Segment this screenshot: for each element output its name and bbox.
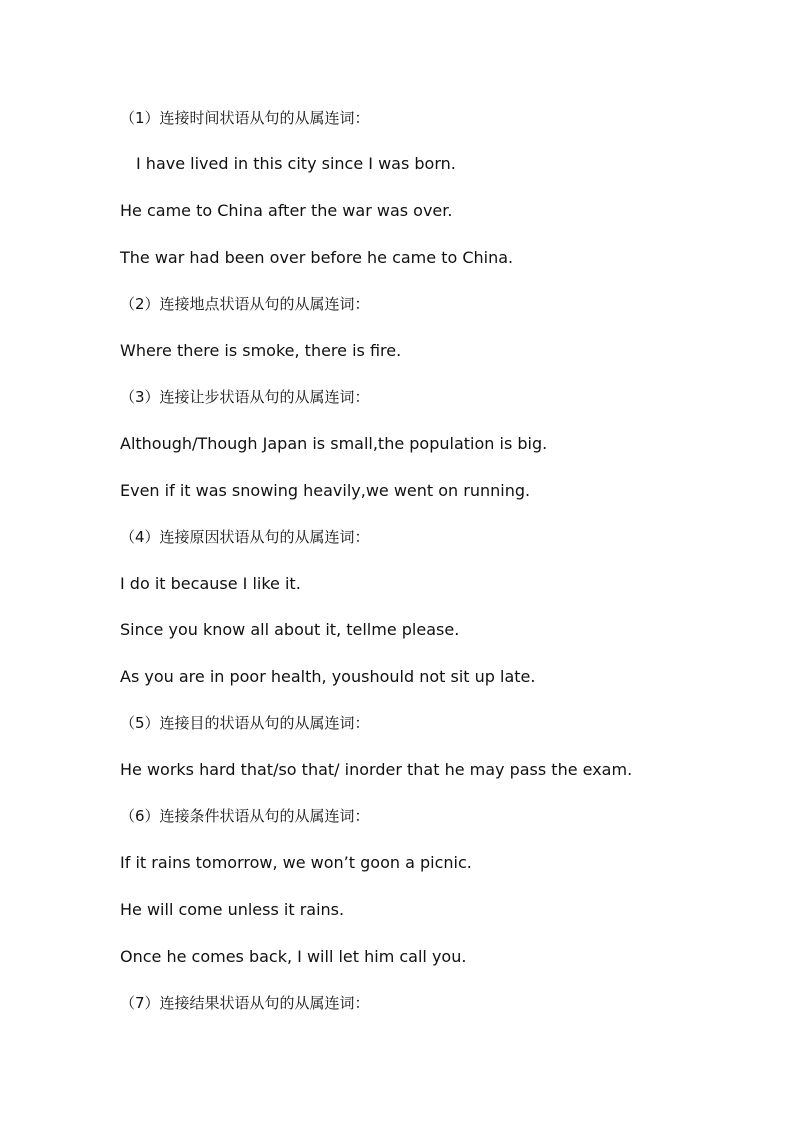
example-sentence: Where there is smoke, there is fire.	[120, 341, 402, 360]
example-sentence: Once he comes back, I will let him call you.	[120, 947, 467, 966]
example-sentence: He will come unless it rains.	[120, 900, 345, 919]
section-heading-1: （1）连接时间状语从句的从属连词：	[120, 109, 370, 127]
example-sentence: The war had been over before he came to China.	[120, 248, 514, 267]
example-sentence: He came to China after the war was over.	[120, 201, 453, 220]
example-sentence: As you are in poor health, youshould not sit up late.	[120, 667, 536, 686]
section-heading-5: （5）连接目的状语从句的从属连词：	[120, 714, 370, 732]
example-sentence: If it rains tomorrow, we won’t goon a picnic.	[120, 853, 472, 872]
example-sentence: I have lived in this city since I was born.	[136, 154, 456, 173]
section-heading-2: （2）连接地点状语从句的从属连词：	[120, 295, 370, 313]
section-heading-4: （4）连接原因状语从句的从属连词：	[120, 528, 370, 546]
example-sentence: Although/Though Japan is small,the population is big.	[120, 434, 548, 453]
example-sentence: Since you know all about it, tellme please.	[120, 620, 460, 639]
example-sentence: He works hard that/so that/ inorder that he may pass the exam.	[120, 760, 633, 779]
section-heading-3: （3）连接让步状语从句的从属连词：	[120, 388, 370, 406]
section-heading-6: （6）连接条件状语从句的从属连词：	[120, 807, 370, 825]
section-heading-7: （7）连接结果状语从句的从属连词：	[120, 994, 370, 1012]
example-sentence: I do it because I like it.	[120, 574, 301, 593]
example-sentence: Even if it was snowing heavily,we went on running.	[120, 481, 531, 500]
